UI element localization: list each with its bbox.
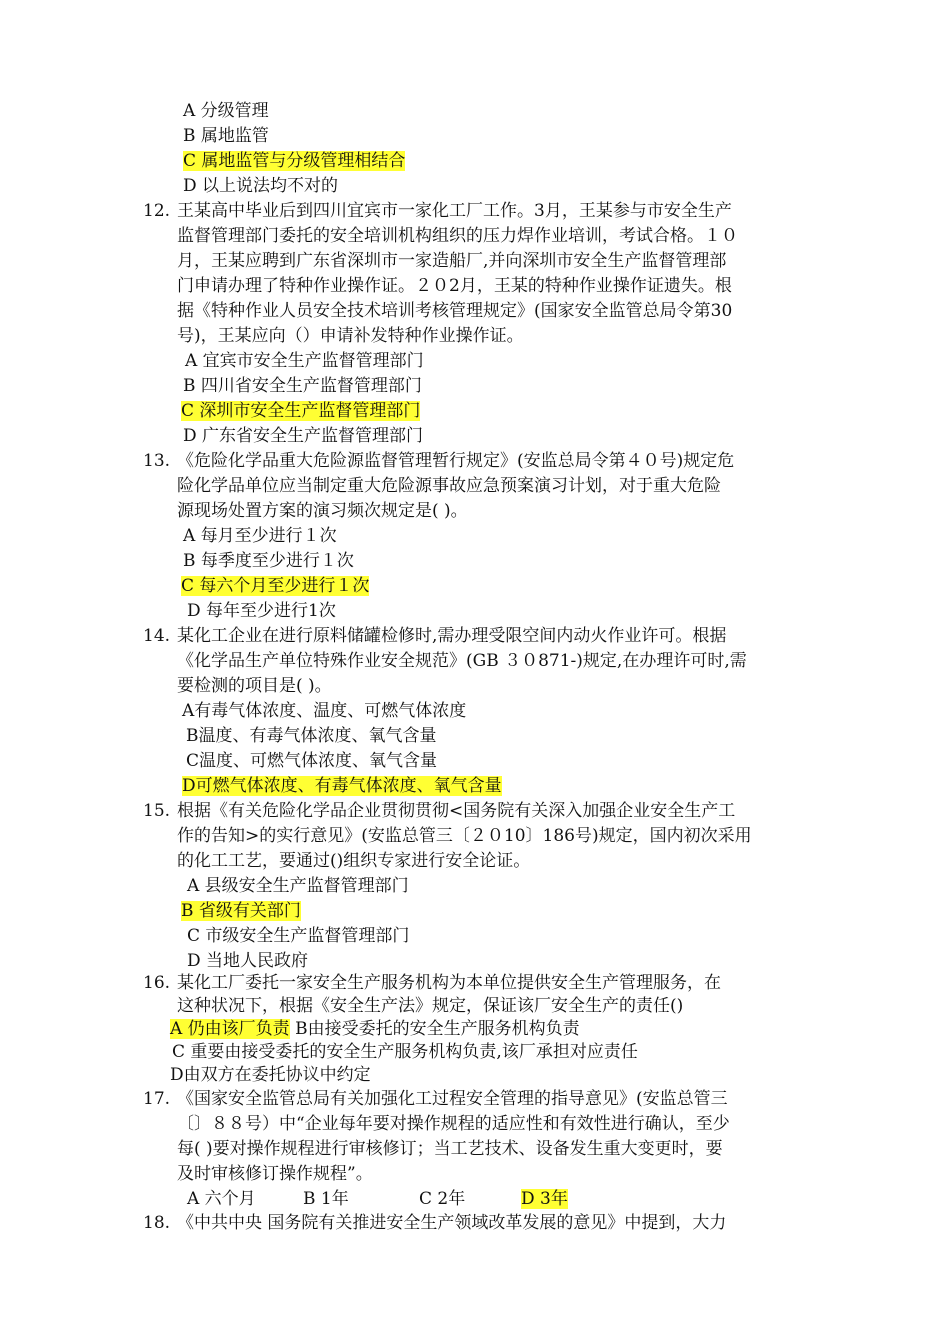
q11-option-c-answer: C 属地监管与分级管理相结合 bbox=[183, 151, 406, 171]
q17-number: 17. bbox=[143, 1089, 171, 1109]
q14-option-d-row bbox=[182, 774, 502, 798]
q16-option-c: C 重要由接受委托的安全生产服务机构负责,该厂承担对应责任 bbox=[172, 1042, 638, 1062]
q17-option-d-row bbox=[521, 1187, 568, 1211]
q12-option-d: D 广东省安全生产监督管理部门 bbox=[183, 426, 424, 446]
q16-option-d: D由双方在委托协议中约定 bbox=[170, 1065, 371, 1085]
q16-text-line-2: 这种状况下，根据《安全生产法》规定，保证该厂安全生产的责任() bbox=[177, 996, 684, 1016]
q17-option-d-answer: D 3年 bbox=[521, 1189, 568, 1209]
q17-option-a: A 六个月 bbox=[187, 1189, 256, 1209]
q15-number: 15. bbox=[143, 801, 171, 821]
q15-option-a: A 县级安全生产监督管理部门 bbox=[187, 876, 409, 896]
q15-text-line-2: 作的告知>的实行意见》(安监总管三〔２０10〕186号)规定，国内初次采用 bbox=[177, 826, 752, 846]
q14-text-line-3: 要检测的项目是( )。 bbox=[177, 676, 332, 696]
q16-number: 16. bbox=[143, 973, 171, 993]
q16-option-b: B由接受委托的安全生产服务机构负责 bbox=[295, 1019, 580, 1039]
q15-text-line-3: 的化工工艺，要通过()组织专家进行安全论证。 bbox=[177, 851, 531, 871]
q16-option-ab-row bbox=[170, 1017, 580, 1041]
q14-option-b: B温度、有毒气体浓度、氧气含量 bbox=[186, 726, 437, 746]
q12-text-line-2: 监督管理部门委托的安全培训机构组织的压力焊作业培训，考试合格。１０ bbox=[177, 226, 738, 246]
q13-option-a: A 每月至少进行１次 bbox=[183, 526, 337, 546]
q13-number: 13. bbox=[143, 451, 171, 471]
q17-text-line-3: 每( )要对操作规程进行审核修订；当工艺技术、设备发生重大变更时，要 bbox=[177, 1139, 723, 1159]
q14-option-c: C温度、可燃气体浓度、氧气含量 bbox=[186, 751, 438, 771]
q12-option-c-answer: C 深圳市安全生产监督管理部门 bbox=[181, 401, 421, 421]
q15-option-b-row bbox=[181, 899, 301, 923]
q11-option-a: A 分级管理 bbox=[183, 101, 269, 121]
q17-option-c: C 2年 bbox=[419, 1189, 466, 1209]
q18-number: 18. bbox=[143, 1213, 171, 1233]
q12-option-c-row bbox=[181, 399, 420, 423]
q14-option-a: A有毒气体浓度、温度、可燃气体浓度 bbox=[182, 701, 467, 721]
q18-text-line-1: 《中共中央 国务院有关推进安全生产领域改革发展的意见》中提到，大力 bbox=[177, 1213, 727, 1233]
q12-option-a: A 宜宾市安全生产监督管理部门 bbox=[185, 351, 424, 371]
q13-text-line-3: 源现场处置方案的演习频次规定是( )。 bbox=[177, 501, 468, 521]
q11-option-c-row bbox=[183, 149, 405, 173]
q13-option-c-answer: C 每六个月至少进行１次 bbox=[181, 576, 370, 596]
q14-option-d-answer: D可燃气体浓度、有毒气体浓度、氧气含量 bbox=[182, 776, 502, 796]
q12-text-line-4: 门申请办理了特种作业操作证。２０2月，王某的特种作业操作证遗失。根 bbox=[177, 276, 732, 296]
q14-text-line-1: 某化工企业在进行原料储罐检修时,需办理受限空间内动火作业许可。根据 bbox=[177, 626, 727, 646]
q12-text-line-3: 月，王某应聘到广东省深圳市一家造船厂,并向深圳市安全生产监督管理部 bbox=[177, 251, 727, 271]
q15-option-b-answer: B 省级有关部门 bbox=[181, 901, 301, 921]
q14-text-line-2: 《化学品生产单位特殊作业安全规范》(GB ３０871-)规定,在办理许可时,需 bbox=[177, 651, 747, 671]
q15-option-c: C 市级安全生产监督管理部门 bbox=[187, 926, 410, 946]
q11-option-b: B 属地监管 bbox=[183, 126, 269, 146]
q13-option-c-row bbox=[181, 574, 369, 598]
q13-option-d: D 每年至少进行1次 bbox=[187, 601, 336, 621]
q12-option-b: B 四川省安全生产监督管理部门 bbox=[183, 376, 422, 396]
q17-text-line-2: 〔〕８８号）中“企业每年要对操作规程的适应性和有效性进行确认，至少 bbox=[177, 1114, 730, 1134]
q17-option-b: B 1年 bbox=[303, 1189, 349, 1209]
q15-text-line-1: 根据《有关危险化学品企业贯彻贯彻<国务院有关深入加强企业安全生产工 bbox=[177, 801, 736, 821]
q17-text-line-1: 《国家安全监管总局有关加强化工过程安全管理的指导意见》(安监总管三 bbox=[177, 1089, 728, 1109]
q15-option-d: D 当地人民政府 bbox=[187, 951, 309, 971]
q12-text-line-5: 据《特种作业人员安全技术培训考核管理规定》(国家安全监管总局令第30 bbox=[177, 301, 733, 321]
q11-option-d: D 以上说法均不对的 bbox=[183, 176, 339, 196]
q17-text-line-4: 及时审核修订操作规程”。 bbox=[177, 1164, 373, 1184]
q13-option-b: B 每季度至少进行１次 bbox=[183, 551, 354, 571]
q12-text-line-6: 号)，王某应向（）申请补发特种作业操作证。 bbox=[177, 326, 524, 346]
q16-text-line-1: 某化工厂委托一家安全生产服务机构为本单位提供安全生产管理服务，在 bbox=[177, 973, 721, 993]
q12-text-line-1: 王某高中毕业后到四川宜宾市一家化工厂工作。3月，王某参与市安全生产 bbox=[177, 201, 732, 221]
q13-text-line-1: 《危险化学品重大危险源监督管理暂行规定》(安监总局令第４０号)规定危 bbox=[177, 451, 735, 471]
q13-text-line-2: 险化学品单位应当制定重大危险源事故应急预案演习计划，对于重大危险 bbox=[177, 476, 721, 496]
q12-number: 12. bbox=[143, 201, 171, 221]
q14-number: 14. bbox=[143, 626, 171, 646]
q16-option-a-answer: A 仍由该厂负责 bbox=[170, 1019, 290, 1039]
